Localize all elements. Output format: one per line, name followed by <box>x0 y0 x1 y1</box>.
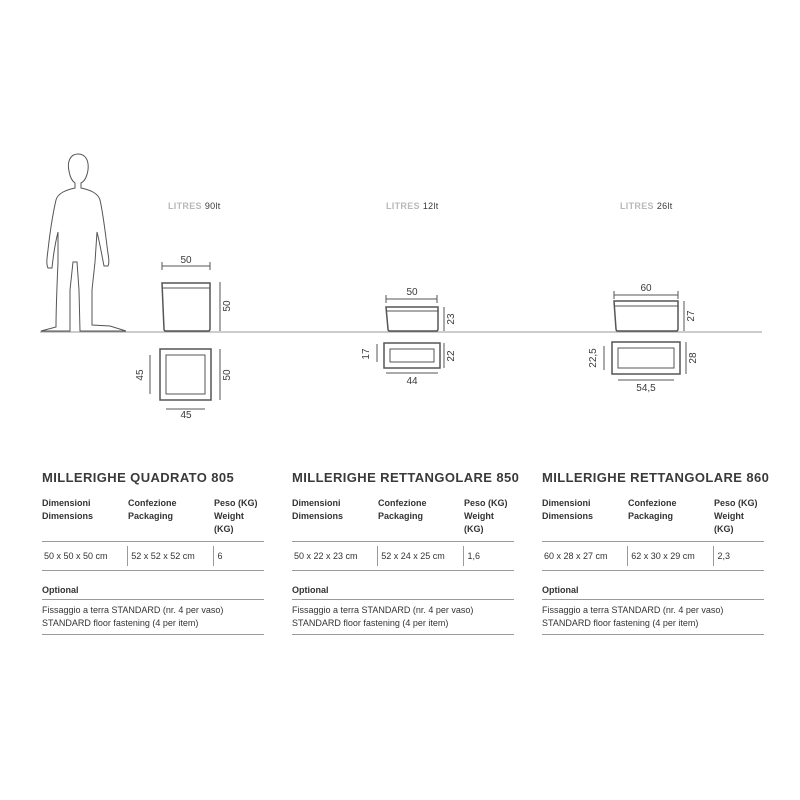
spec-table-header <box>42 497 264 542</box>
col-weight-it: Peso (KG) <box>464 498 508 508</box>
product-card-850 <box>292 470 520 635</box>
packaging-value: 52 x 24 x 25 cm <box>377 546 463 566</box>
plan-outer-label: 50 <box>222 369 233 381</box>
col-dimensions-en: Dimensions <box>292 511 344 521</box>
table-row <box>292 542 514 571</box>
product-card-860 <box>542 470 770 635</box>
elevation-height-label: 50 <box>222 300 233 312</box>
optional-text-en: STANDARD floor fastening (4 per item) <box>42 618 199 628</box>
plan-width-label: 45 <box>180 410 192 421</box>
optional-heading: Optional <box>42 585 264 600</box>
col-packaging-it: Confezione <box>378 498 427 508</box>
optional-description <box>42 600 264 635</box>
human-figure-icon <box>41 154 126 331</box>
col-packaging-it: Confezione <box>628 498 677 508</box>
spec-table-header <box>542 497 764 542</box>
elevation-width-label: 50 <box>406 287 418 298</box>
col-weight-en: Weight (KG) <box>464 511 494 534</box>
elevation-width-label: 50 <box>180 255 192 266</box>
optional-text-it: Fissaggio a terra STANDARD (nr. 4 per vaso) <box>292 605 474 615</box>
col-dimensions-it: Dimensioni <box>42 498 91 508</box>
plan-depth-label: 45 <box>135 369 146 381</box>
product-title: MILLERIGHE QUADRATO 805 <box>42 470 235 485</box>
col-dimensions-en: Dimensions <box>542 511 594 521</box>
col-packaging-en: Packaging <box>128 511 174 521</box>
col-weight-it: Peso (KG) <box>214 498 258 508</box>
planter-plan-inner-805 <box>166 355 205 394</box>
product-title: MILLERIGHE RETTANGOLARE 860 <box>542 470 770 485</box>
optional-heading: Optional <box>292 585 514 600</box>
litres-label-2: LITRES 12lt <box>386 201 439 211</box>
plan-inner-width-label: 44 <box>406 376 418 387</box>
col-dimensions-it: Dimensioni <box>542 498 591 508</box>
planter-elevation-805 <box>162 283 210 331</box>
plan-inner-depth-label: 17 <box>361 348 372 360</box>
planter-plan-805 <box>160 349 211 400</box>
plan-outer-depth-label: 22 <box>446 350 457 362</box>
planter-plan-inner-850 <box>390 349 434 362</box>
col-weight-en: Weight (KG) <box>714 511 744 534</box>
planter-plan-inner-860 <box>618 348 674 368</box>
col-dimensions-it: Dimensioni <box>292 498 341 508</box>
plan-inner-depth-label: 22,5 <box>588 348 599 368</box>
col-weight-it: Peso (KG) <box>714 498 758 508</box>
litres-label-1: LITRES 90lt <box>168 201 221 211</box>
optional-description <box>542 600 764 635</box>
optional-text-en: STANDARD floor fastening (4 per item) <box>292 618 449 628</box>
col-packaging-it: Confezione <box>128 498 177 508</box>
planter-plan-860 <box>612 342 680 374</box>
table-row <box>42 542 264 571</box>
optional-text-it: Fissaggio a terra STANDARD (nr. 4 per vaso) <box>42 605 224 615</box>
plan-outer-depth-label: 28 <box>688 352 699 364</box>
optional-description <box>292 600 514 635</box>
col-packaging-en: Packaging <box>628 511 674 521</box>
weight-value: 6 <box>213 546 264 566</box>
product-card-805 <box>42 470 264 635</box>
col-dimensions-en: Dimensions <box>42 511 94 521</box>
col-packaging-en: Packaging <box>378 511 424 521</box>
dimensions-value: 60 x 28 x 27 cm <box>544 551 608 561</box>
dimensions-value: 50 x 50 x 50 cm <box>44 551 108 561</box>
elevation-width-label: 60 <box>640 283 652 294</box>
table-row <box>542 542 764 571</box>
weight-value: 1,6 <box>463 546 514 566</box>
product-title: MILLERIGHE RETTANGOLARE 850 <box>292 470 520 485</box>
elevation-height-label: 27 <box>686 310 697 322</box>
col-weight-en: Weight (KG) <box>214 511 244 534</box>
litres-label-3: LITRES 26lt <box>620 201 673 211</box>
spec-table-header <box>292 497 514 542</box>
optional-text-en: STANDARD floor fastening (4 per item) <box>542 618 699 628</box>
packaging-value: 52 x 52 x 52 cm <box>127 546 213 566</box>
elevation-height-label: 23 <box>446 313 457 325</box>
dimensions-value: 50 x 22 x 23 cm <box>294 551 358 561</box>
packaging-value: 62 x 30 x 29 cm <box>627 546 713 566</box>
plan-inner-width-label: 54,5 <box>636 383 656 394</box>
optional-text-it: Fissaggio a terra STANDARD (nr. 4 per vaso) <box>542 605 724 615</box>
weight-value: 2,3 <box>713 546 764 566</box>
optional-heading: Optional <box>542 585 764 600</box>
planter-plan-850 <box>384 343 440 368</box>
